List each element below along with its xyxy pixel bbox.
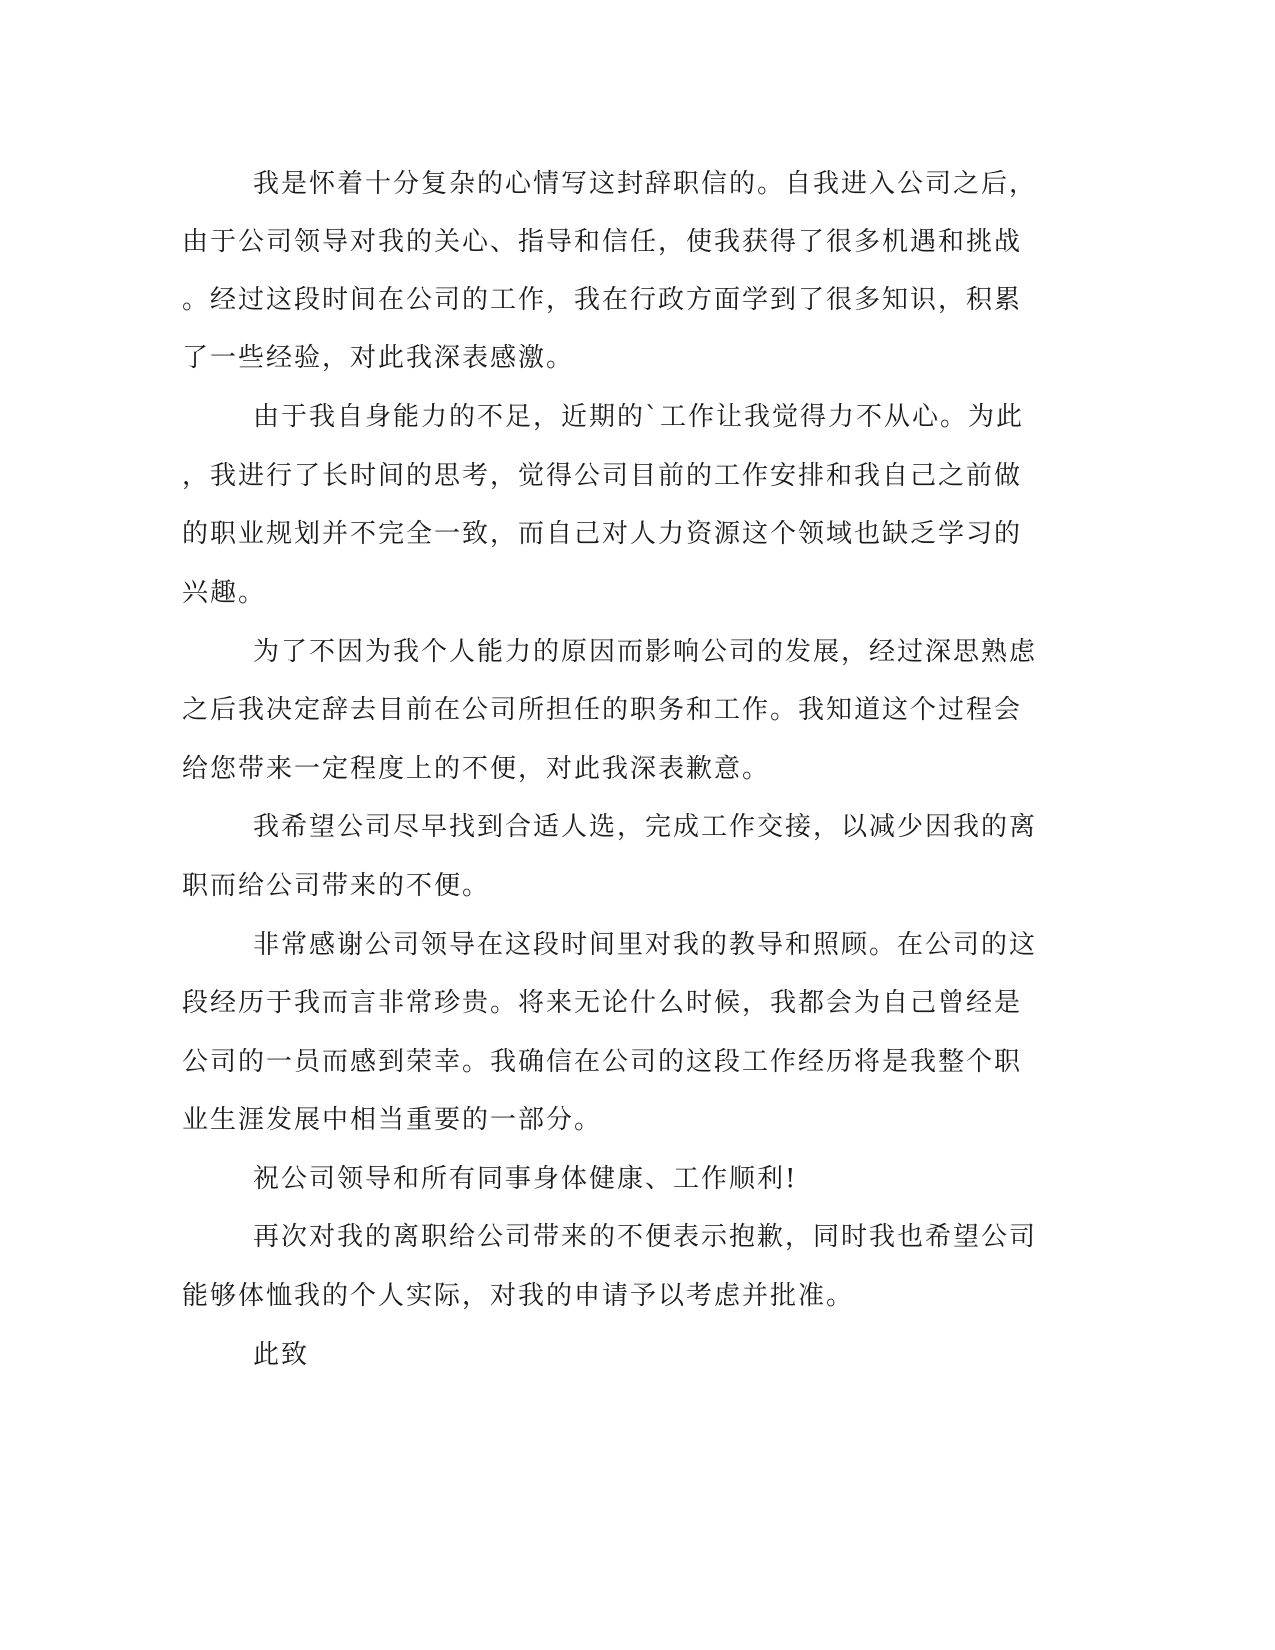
closing-salutation: 此致 <box>253 1340 310 1370</box>
paragraph-3-line-3: 给您带来一定程度上的不便，对此我深表歉意。 <box>182 754 771 784</box>
paragraph-3-line-1: 为了不因为我个人能力的原因而影响公司的发展，经过深思熟虑 <box>253 637 1038 667</box>
paragraph-4-line-2: 职而给公司带来的不便。 <box>182 871 491 901</box>
paragraph-5-line-2: 段经历于我而言非常珍贵。将来无论什么时候，我都会为自己曾经是 <box>182 988 1023 1018</box>
paragraph-6-line-1: 祝公司领导和所有同事身体健康、工作顺利! <box>253 1164 798 1194</box>
paragraph-3-line-2: 之后我决定辞去目前在公司所担任的职务和工作。我知道这个过程会 <box>182 695 1023 725</box>
paragraph-2-line-1: 由于我自身能力的不足，近期的`工作让我觉得力不从心。为此 <box>253 402 1025 432</box>
paragraph-4-line-1: 我希望公司尽早找到合适人选，完成工作交接，以减少因我的离 <box>253 812 1038 842</box>
paragraph-7-line-1: 再次对我的离职给公司带来的不便表示抱歉，同时我也希望公司 <box>253 1222 1038 1252</box>
paragraph-2-line-2: ，我进行了长时间的思考，觉得公司目前的工作安排和我自己之前做 <box>182 461 1023 491</box>
paragraph-2-line-4: 兴趣。 <box>182 578 267 608</box>
paragraph-7-line-2: 能够体恤我的个人实际，对我的申请予以考虑并批准。 <box>182 1281 855 1311</box>
paragraph-1-line-4: 了一些经验，对此我深表感激。 <box>182 343 575 373</box>
paragraph-5-line-4: 业生涯发展中相当重要的一部分。 <box>182 1105 603 1135</box>
paragraph-1-line-1: 我是怀着十分复杂的心情写这封辞职信的。自我进入公司之后， <box>253 169 1038 199</box>
paragraph-2-line-3: 的职业规划并不完全一致，而自己对人力资源这个领域也缺乏学习的 <box>182 519 1023 549</box>
paragraph-5-line-1: 非常感谢公司领导在这段时间里对我的教导和照顾。在公司的这 <box>253 930 1038 960</box>
paragraph-1-line-2: 由于公司领导对我的关心、指导和信任，使我获得了很多机遇和挑战 <box>182 227 1023 257</box>
paragraph-5-line-3: 公司的一员而感到荣幸。我确信在公司的这段工作经历将是我整个职 <box>182 1047 1023 1077</box>
paragraph-1-line-3: 。经过这段时间在公司的工作，我在行政方面学到了很多知识，积累 <box>182 285 1023 315</box>
